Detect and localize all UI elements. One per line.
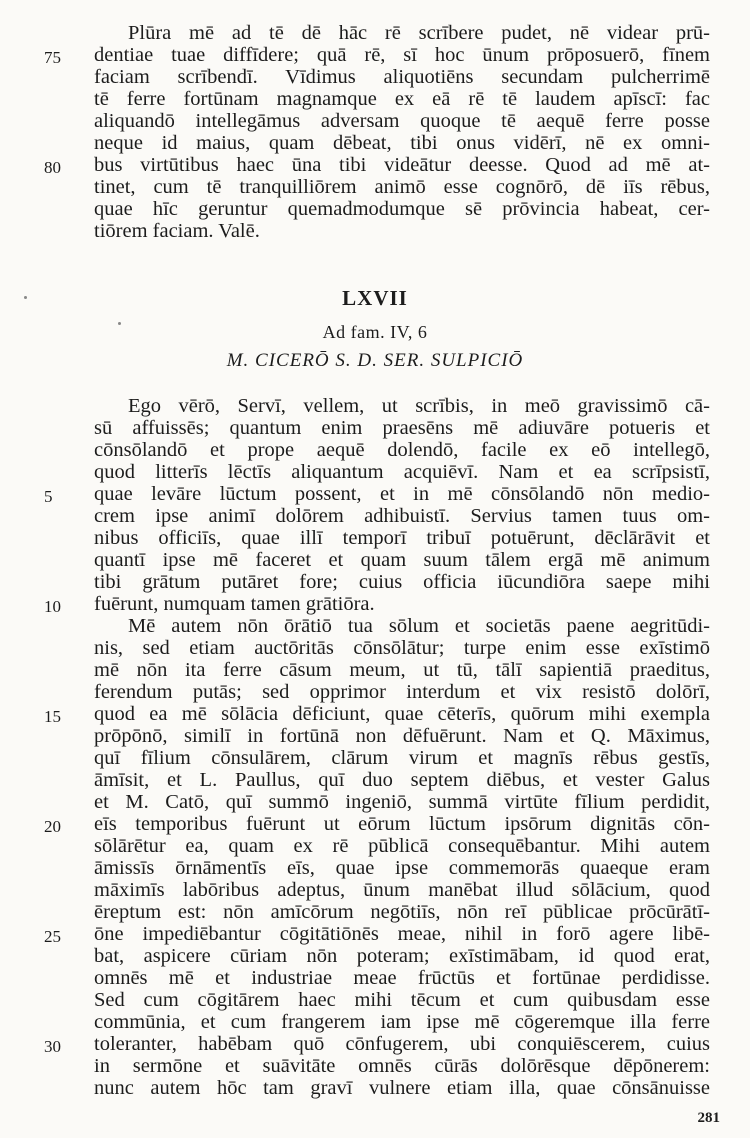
- text-line: quae levāre lūctum possent, et in mē cōnsōlandō nōn medio-: [94, 483, 710, 505]
- text-line: et M. Catō, quī summō ingeniō, summā virtūte fīlium perdidit,: [94, 791, 710, 813]
- text-line: sū affuissēs; quantum enim praesēns mē adiuvāre potueris et: [94, 417, 710, 439]
- text-line: nis, sed etiam auctōritās cōnsōlātur; turpe enim esse exīstimō: [94, 637, 710, 659]
- text-line: mē nōn ita ferre cāsum meum, ut tū, tālī sapientiā praeditus,: [94, 659, 710, 681]
- text-line: tē ferre fortūnam magnamque ex eā rē tē laudem apīscī: fac: [94, 88, 710, 110]
- paper-speck: [24, 296, 27, 299]
- text-line: āmissīs ōrnāmentīs eīs, quae ipse commemorās quaeque eram: [94, 857, 710, 879]
- text-line: aliquandō intellegāmus adversam quoque tē aequē ferre posse: [94, 110, 710, 132]
- letter-address: M. CICERŌ S. D. SER. SULPICIŌ: [226, 350, 524, 371]
- text-line: Mē autem nōn ōrātiō tua sōlum et societās paene aegritūdi-: [128, 615, 710, 637]
- text-line: āmīsit, et L. Paullus, quī duo septem diēbus, et vester Galus: [94, 769, 710, 791]
- text-line: omnēs mē et industriae meae frūctūs et fortūnae perdidisse.: [94, 967, 710, 989]
- section-reference: Ad fam. IV, 6: [322, 322, 428, 342]
- line-number: 15: [44, 707, 61, 726]
- line-number: 25: [44, 927, 61, 946]
- text-line: sōlārētur ea, quam ex rē pūblicā consequēbantur. Mihi autem: [94, 835, 710, 857]
- text-line: nibus officiīs, quae illī temporī tribuī potuērunt, dēclārāvit et: [94, 527, 710, 549]
- text-line: dentiae tuae diffīdere; quā rē, sī hoc ūnum prōposuerō, fīnem: [94, 44, 710, 66]
- text-line: ēreptum est: nōn amīcōrum negōtiīs, nōn reī pūblicae prōcūrātī-: [94, 901, 710, 923]
- text-line: eīs temporibus fuērunt ut eōrum lūctum ipsōrum dignitās cōn-: [94, 813, 710, 835]
- line-number: 5: [44, 487, 53, 506]
- text-line: Ego vērō, Servī, vellem, ut scrībis, in meō gravissimō cā-: [128, 395, 710, 417]
- page-number: 281: [697, 1110, 720, 1126]
- text-line: prōpōnō, similī in fortūnā non dēfuērunt. Nam et Q. Māximus,: [94, 725, 710, 747]
- line-number: 75: [44, 48, 61, 67]
- line-number: 20: [44, 817, 61, 836]
- text-line: faciam scrībendī. Vīdimus aliquotiēns secundam pulcherrimē: [94, 66, 710, 88]
- text-line: tiōrem faciam. Valē.: [94, 220, 260, 242]
- text-line: quae hīc geruntur quemadmodumque sē prōvincia habeat, cer-: [94, 198, 710, 220]
- text-line: tibi grātum putāret fore; cuius officia iūcundiōra saepe mihi: [94, 571, 710, 593]
- text-line: fuērunt, numquam tamen grātiōra.: [94, 593, 375, 615]
- text-line: bus virtūtibus haec ūna tibi videātur deesse. Quod ad mē at-: [94, 154, 710, 176]
- paper-speck: [118, 322, 121, 325]
- line-number: 30: [44, 1037, 61, 1056]
- line-number: 10: [44, 597, 61, 616]
- text-line: crem ipse animī dolōrem adhibuistī. Servius tamen tuus om-: [94, 505, 710, 527]
- text-line: ōne impediēbantur cōgitātiōnēs meae, nihil in forō agere libē-: [94, 923, 710, 945]
- text-line: bat, aspicere cūriam nōn poteram; exīstimābam, id quod erat,: [94, 945, 710, 967]
- text-line: neque id maius, quam dēbeat, tibi onus vidērī, nē ex omni-: [94, 132, 710, 154]
- text-line: quod ea mē sōlācia dēficiunt, quae cēterīs, quōrum mihi exempla: [94, 703, 710, 725]
- text-line: toleranter, habēbam quō cōnfugerem, ubi conquiēscerem, cuius: [94, 1033, 710, 1055]
- text-line: māximīs labōribus adeptus, ūnum manēbat illud sōlācium, quod: [94, 879, 710, 901]
- text-line: Sed cum cōgitārem haec mihi tēcum et cum quibusdam esse: [94, 989, 710, 1011]
- section-title: LXVII: [342, 286, 408, 310]
- text-line: tinet, cum tē tranquilliōrem animō esse cognōrō, dē iīs rēbus,: [94, 176, 710, 198]
- text-line: in sermōne et suāvitāte omnēs cūrās dolōrēsque dēpōnerem:: [94, 1055, 710, 1077]
- text-line: quantī ipse mē faceret et quam suum tālem ergā mē animum: [94, 549, 710, 571]
- text-line: cōnsōlandō et prope aequē dolendō, facile ex eō intellegō,: [94, 439, 710, 461]
- text-line: commūnia, et cum frangerem iam ipse mē cōgeremque illa ferre: [94, 1011, 710, 1033]
- text-line: nunc autem hōc tam gravī vulnere etiam illa, quae cōnsānuisse: [94, 1077, 710, 1099]
- text-line: Plūra mē ad tē dē hāc rē scrībere pudet, nē videar prū-: [128, 22, 710, 44]
- text-line: quī fīlium cōnsulārem, clārum virum et magnīs rēbus gestīs,: [94, 747, 710, 769]
- text-line: quod litterīs lēctīs aliquantum acquiēvī. Nam et ea scrīpsistī,: [94, 461, 710, 483]
- text-line: ferendum putās; sed opprimor interdum et vix resistō dolōrī,: [94, 681, 710, 703]
- line-number: 80: [44, 158, 61, 177]
